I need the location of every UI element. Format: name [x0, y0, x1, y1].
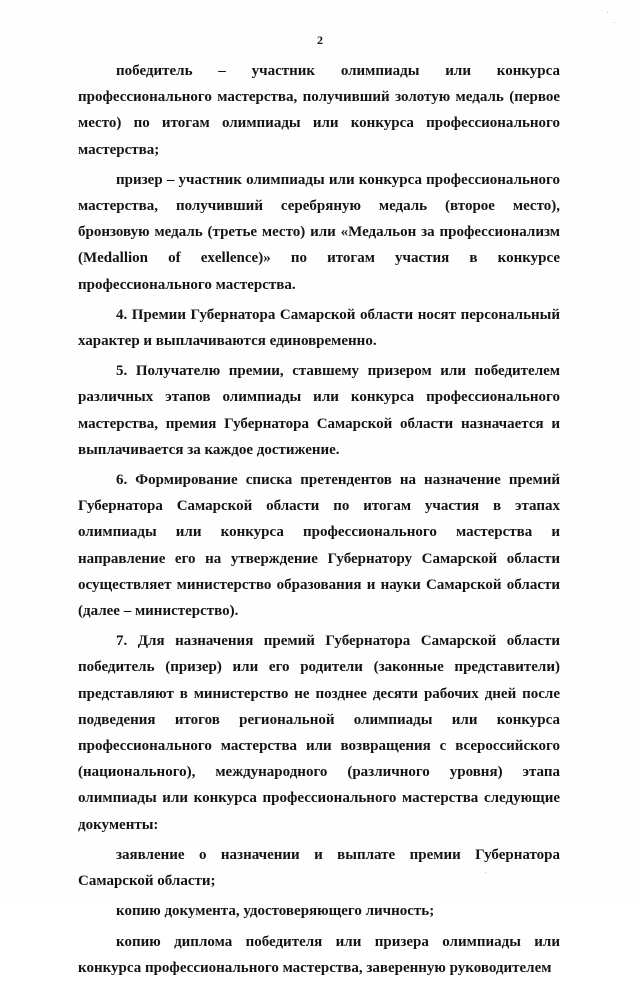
page-number: 2: [317, 33, 323, 47]
document-body: [78, 58, 560, 981]
paragraph-item-7: 7. Для назначения премий Губернатора Самарской области победитель (призер) или его родители (законные представители) представляют в министерство не позднее десяти рабочих дней после подведения итогов региональной олимпиады или конкурса профессионального мастерства или возвращения с всероссийского (национального), международного (различного уровня) этапа олимпиады или конкурса профессионального мастерства следующие документы:: [78, 633, 560, 833]
paragraph-item-5: 5. Получателю премии, ставшему призером или победителем различных этапов олимпиады или конкурса профессионального мастерства, премия Губернатора Самарской области назначается и выплачивается за каждое достижение.: [78, 363, 560, 458]
paragraph-winner-definition: победитель – участник олимпиады или конкурса профессионального мастерства, получивший золотую медаль (первое место) по итогам олимпиады или конкурса профессионального мастерства;: [78, 63, 560, 158]
paragraph-item-4: 4. Премии Губернатора Самарской области носят персональный характер и выплачиваются единовременно.: [78, 306, 560, 350]
paragraph-diploma-copy: копию диплома победителя или призера олимпиады или конкурса профессионального мастерства, заверенную руководителем: [78, 933, 560, 976]
scan-speck: [485, 872, 486, 873]
paragraph-prizewinner-definition: призер – участник олимпиады или конкурса профессионального мастерства, получивший серебряную медаль (второе место), бронзовую медаль (третье место) или «Медальон за профессионализм (Medallion of exellence)» по итогам участия в конкурсе профессионального мастерства.: [78, 171, 560, 293]
paragraph-identity-copy: копию документа, удостоверяющего личность;: [116, 903, 435, 920]
paragraph-application: заявление о назначении и выплате премии Губернатора Самарской области;: [78, 846, 560, 890]
scan-speck: [614, 22, 615, 23]
paragraph-item-6: 6. Формирование списка претендентов на назначение премий Губернатора Самарской области по итогам участия в этапах олимпиады или конкурса профессионального мастерства и направление его на утверждение Губернатору Самарской области осуществляет министерство образования и науки Самарской области (далее – министерство).: [78, 472, 560, 620]
scan-speck: [607, 12, 608, 13]
